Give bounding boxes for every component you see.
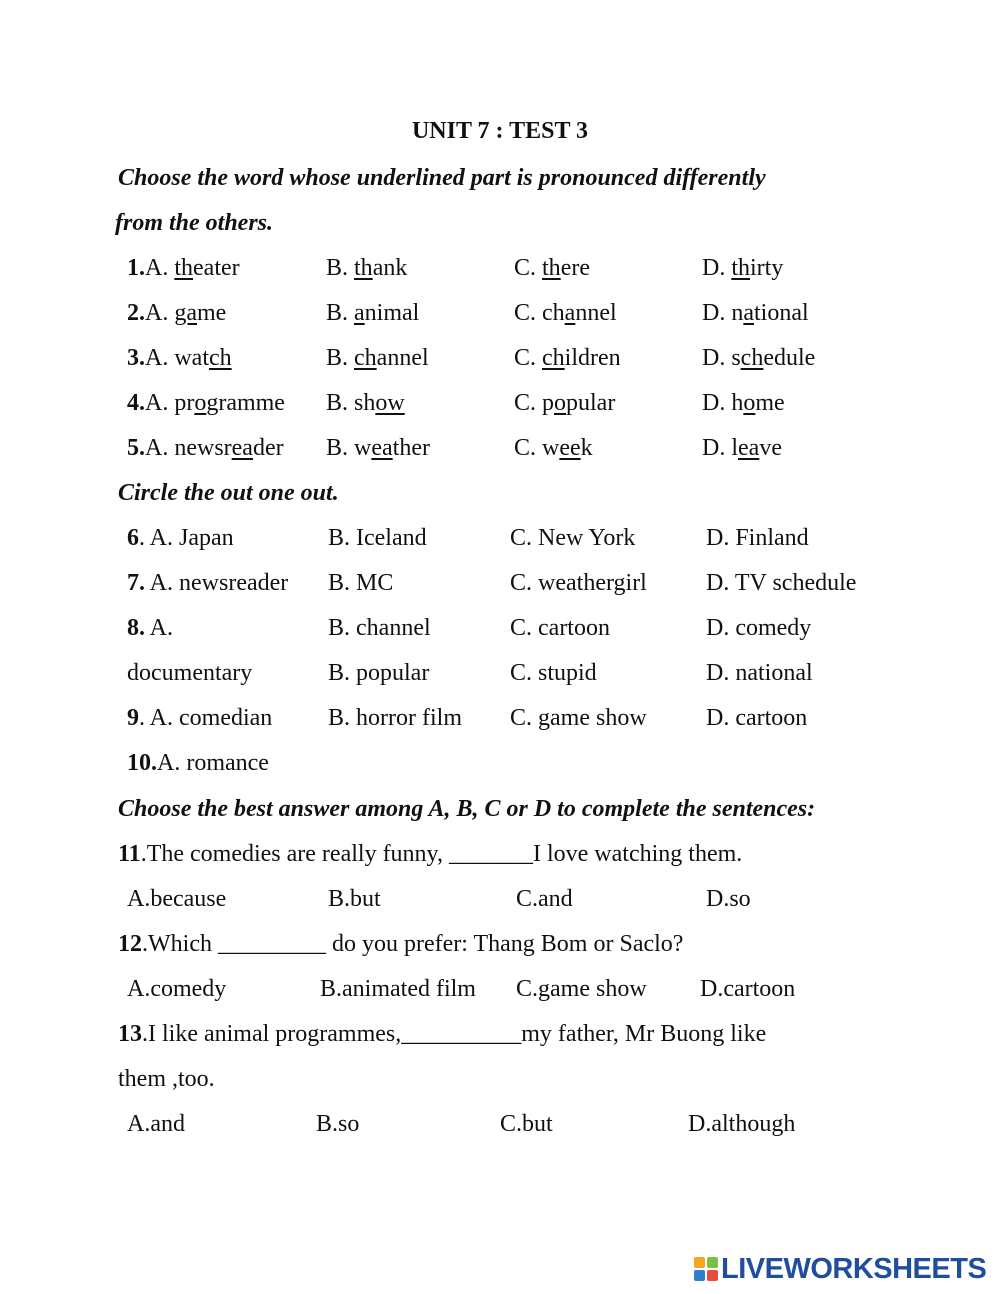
underlined-part: a (354, 300, 365, 326)
option-text: gramme (206, 390, 285, 416)
option-text: annel (376, 345, 429, 371)
option-text: B. (326, 300, 355, 326)
underlined-part: ch (354, 345, 377, 371)
question-row (0, 660, 1000, 692)
option-text: B. (326, 345, 355, 371)
option-b[interactable] (326, 435, 430, 462)
question-stem: .The comedies are really funny, _______I love watching them. (140, 841, 743, 867)
option-text: eater (193, 255, 240, 281)
option-text: ildren (564, 345, 621, 371)
question-number: 12 (118, 931, 142, 957)
underlined-part: th (174, 255, 194, 281)
option-text: irty (750, 255, 784, 281)
option-c[interactable] (514, 300, 617, 327)
underlined-part: o (194, 390, 207, 416)
option-d[interactable]: D.so (706, 886, 751, 912)
option-text: B. (326, 255, 355, 281)
option-d[interactable]: D. comedy (706, 615, 812, 641)
question-row (0, 615, 1000, 647)
question-row (0, 390, 1000, 422)
option-text: C. (514, 345, 543, 371)
option-text: ther (392, 435, 430, 461)
question-number: 10. (127, 750, 157, 776)
underlined-part: a (564, 300, 576, 326)
question-number: 9 (127, 705, 139, 731)
option-d[interactable] (702, 300, 809, 327)
option-a[interactable] (127, 300, 226, 327)
option-d[interactable]: D. Finland (706, 525, 809, 551)
option-text: D. l (702, 435, 738, 461)
answer-options (0, 976, 1000, 1008)
question-number: 4. (127, 390, 145, 416)
question-number: 1. (127, 255, 145, 281)
question-text (118, 931, 683, 958)
option-b[interactable]: B.so (316, 1111, 360, 1137)
option-c[interactable]: C.game show (516, 976, 647, 1002)
option-a[interactable]: A. newsreader (145, 570, 289, 596)
option-b[interactable]: B. MC (328, 570, 394, 596)
option-c[interactable]: C. weathergirl (510, 570, 647, 596)
underlined-part: ga (174, 300, 197, 326)
underlined-part: ea (738, 435, 760, 461)
brand-name: LIVEWORKSHEETS (721, 1252, 987, 1285)
option-b[interactable]: B. Iceland (328, 525, 427, 551)
underlined-part: ea (371, 435, 393, 461)
option-a[interactable] (127, 345, 232, 372)
question-row (0, 750, 1000, 782)
option-text: D. n (702, 300, 744, 326)
option-c[interactable] (514, 255, 590, 282)
option-text: C. (514, 255, 543, 281)
option-text: B. sh (326, 390, 376, 416)
question-row (0, 300, 1000, 332)
underlined-part: ch (740, 345, 764, 371)
option-a[interactable]: . A. Japan (139, 525, 234, 551)
question-number: 13 (118, 1021, 142, 1047)
option-a[interactable]: documentary (127, 660, 253, 686)
underlined-part: o (554, 390, 567, 416)
option-text: A. wat (145, 345, 209, 371)
option-c[interactable]: C. cartoon (510, 615, 610, 641)
option-text: ve (759, 435, 782, 461)
question-row (0, 435, 1000, 467)
section1-instruction-line1: Choose the word whose underlined part is pronounced differently (118, 165, 766, 191)
liveworksheets-logo[interactable] (693, 1254, 986, 1284)
option-d[interactable] (702, 255, 783, 282)
section1-instruction-line2: from the others. (115, 210, 274, 236)
option-text: nimal (364, 300, 420, 326)
underlined-part: ch (542, 345, 565, 371)
option-text: C. p (514, 390, 555, 416)
underlined-part: ow (375, 390, 405, 416)
option-text: D. h (702, 390, 744, 416)
option-d[interactable] (702, 345, 815, 372)
option-text: pular (566, 390, 616, 416)
option-text: ank (372, 255, 408, 281)
option-b[interactable]: B.but (328, 886, 381, 912)
option-text: A. (145, 255, 175, 281)
option-text: A. newsr (145, 435, 232, 461)
option-text: B. w (326, 435, 372, 461)
answer-options (0, 1111, 1000, 1143)
underlined-part: th (731, 255, 751, 281)
option-b[interactable]: B. horror film (328, 705, 462, 731)
option-text: me (755, 390, 785, 416)
option-a[interactable]: A.and (127, 1111, 185, 1137)
underlined-part: a (743, 300, 754, 326)
option-c[interactable]: C. game show (510, 705, 647, 731)
underlined-part: th (354, 255, 373, 281)
question-stem: .I like animal programmes,__________my father, Mr Buong like (142, 1021, 767, 1047)
option-text: k (580, 435, 593, 461)
option-text: nnel (575, 300, 617, 326)
option-c[interactable] (514, 435, 593, 462)
section2-instruction: Circle the out one out. (118, 480, 339, 506)
question-number: 7. (127, 570, 145, 596)
option-a[interactable]: A.comedy (127, 976, 227, 1002)
option-c[interactable]: C.but (500, 1111, 553, 1137)
question-number: 6 (127, 525, 139, 551)
option-text: tional (754, 300, 809, 326)
option-b[interactable] (326, 390, 405, 417)
question-stem-continued: them ,too. (118, 1066, 215, 1092)
question-text (118, 841, 742, 868)
option-d[interactable]: D.cartoon (700, 976, 796, 1002)
option-text: C. ch (514, 300, 565, 326)
question-number: 11 (118, 841, 141, 867)
option-a[interactable] (127, 435, 284, 462)
underlined-part: th (542, 255, 561, 281)
option-d[interactable] (702, 435, 782, 462)
option-c[interactable]: C. stupid (510, 660, 597, 686)
underlined-part: ea (231, 435, 253, 461)
option-b[interactable] (326, 300, 419, 327)
question-text (118, 1021, 766, 1048)
page-title: UNIT 7 : TEST 3 (411, 118, 589, 144)
underlined-part: ee (559, 435, 581, 461)
option-text: me (197, 300, 227, 326)
option-text: D. s (702, 345, 741, 371)
question-stem: .Which _________ do you prefer: Thang Bom or Saclo? (142, 931, 684, 957)
option-d[interactable]: D.although (688, 1111, 796, 1137)
answer-options (0, 886, 1000, 918)
option-a[interactable]: A. (145, 615, 174, 641)
option-b[interactable] (326, 255, 407, 282)
question-number: 8. (127, 615, 145, 641)
option-a[interactable] (127, 255, 240, 282)
option-text: ere (560, 255, 590, 281)
option-b[interactable]: B. popular (328, 660, 430, 686)
question-number: 3. (127, 345, 145, 371)
question-row (0, 570, 1000, 602)
question-row (0, 705, 1000, 737)
option-a[interactable] (127, 390, 285, 417)
option-d[interactable]: D. national (706, 660, 813, 686)
question-row (0, 255, 1000, 287)
option-text: D. (702, 255, 732, 281)
option-a[interactable]: A.because (127, 886, 227, 912)
option-text: A. (145, 300, 175, 326)
option-c[interactable] (514, 390, 615, 417)
option-c[interactable]: C.and (516, 886, 573, 912)
option-d[interactable]: D. cartoon (706, 705, 808, 731)
option-b[interactable]: B. channel (328, 615, 431, 641)
option-b[interactable]: B.animated film (320, 976, 476, 1002)
option-text: C. w (514, 435, 560, 461)
underlined-part: ch (208, 345, 232, 371)
option-b[interactable] (326, 345, 429, 372)
liveworksheets-icon (693, 1256, 719, 1282)
option-text: der (252, 435, 284, 461)
option-d[interactable] (702, 390, 785, 417)
option-a[interactable]: A. romance (157, 750, 269, 776)
option-d[interactable]: D. TV schedule (706, 570, 857, 596)
option-text: edule (763, 345, 816, 371)
question-row (0, 345, 1000, 377)
question-number: 2. (127, 300, 145, 326)
option-c[interactable] (514, 345, 621, 372)
option-text: A. pr (145, 390, 195, 416)
section3-instruction: Choose the best answer among A, B, C or D to complete the sentences: (118, 796, 816, 822)
question-row (0, 525, 1000, 557)
option-c[interactable]: C. New York (510, 525, 636, 551)
underlined-part: o (743, 390, 756, 416)
question-number: 5. (127, 435, 145, 461)
option-a[interactable]: . A. comedian (139, 705, 273, 731)
